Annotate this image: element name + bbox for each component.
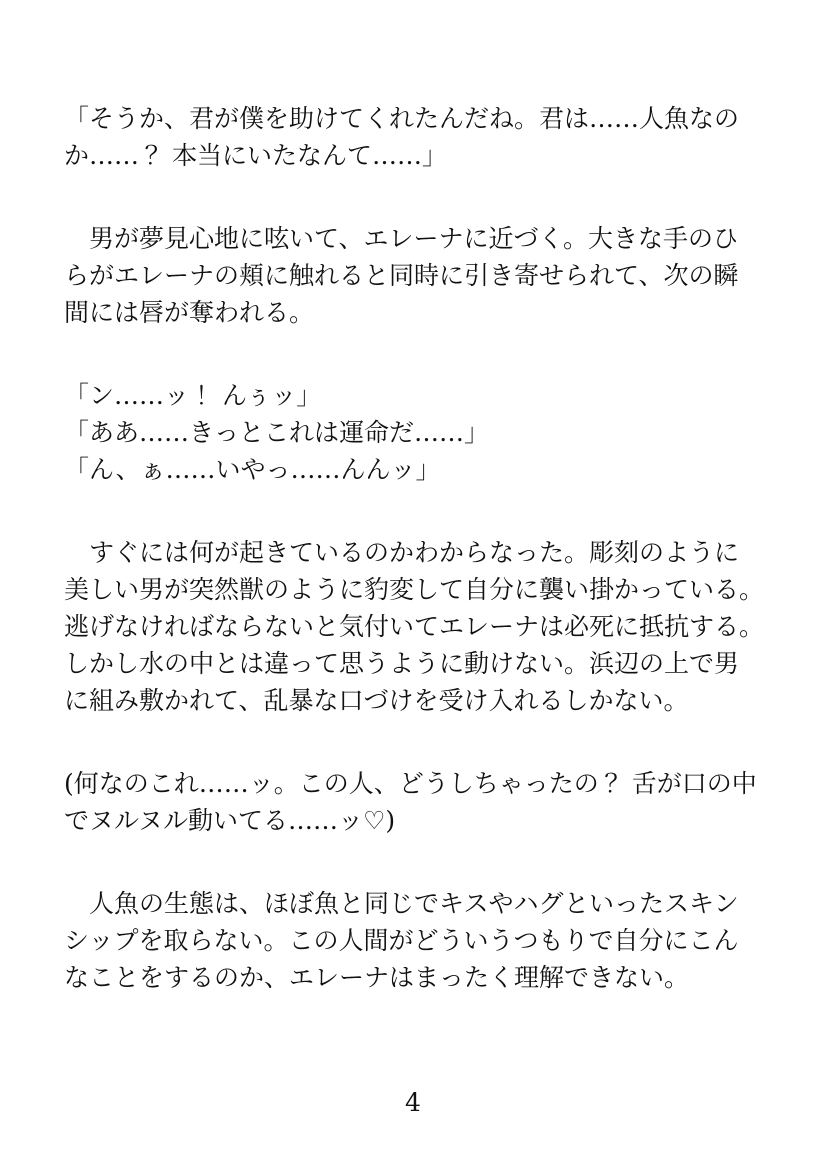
text-line: らがエレーナの頬に触れると同時に引き寄せられて、次の瞬 bbox=[64, 261, 739, 290]
text-line: 間には唇が奪われる。 bbox=[64, 298, 315, 327]
text-line: 美しい男が突然獣のように豹変して自分に襲い掛かっている。 bbox=[64, 575, 765, 604]
text-line: シップを取らない。この人間がどういうつもりで自分にこん bbox=[64, 926, 739, 955]
text-line: しかし水の中とは違って思うように動けない。浜辺の上で男 bbox=[64, 649, 740, 678]
text-line: なことをするのか、エレーナはまったく理解できない。 bbox=[64, 963, 690, 992]
page-footer bbox=[0, 1084, 826, 1121]
text-line: 「ああ……きっとこれは運命だ……」 bbox=[64, 418, 490, 447]
page-text bbox=[64, 100, 778, 996]
text-line: に組み敷かれて、乱暴な口づけを受け入れるしかない。 bbox=[64, 686, 689, 715]
paragraph-dialogue-2 bbox=[64, 377, 778, 488]
text-line: 「ん、ぁ……いやっ……んんッ」 bbox=[64, 455, 441, 484]
text-line: 男が夢見心地に呟いて、エレーナに近づく。大きな手のひ bbox=[64, 224, 739, 253]
text-line: (何なのこれ……ッ。この人、どうしちゃったの？ 舌が口の中 bbox=[64, 769, 757, 798]
paragraph-narration-1 bbox=[64, 220, 778, 331]
text-line: か……？ 本当にいたなんて……」 bbox=[64, 141, 447, 170]
text-line: でヌルヌル動いてる……ッ♡) bbox=[64, 806, 396, 835]
paragraph-dialogue-1 bbox=[64, 100, 778, 174]
paragraph-narration-2 bbox=[64, 534, 778, 719]
paragraph-inner-thought bbox=[64, 765, 778, 839]
text-line: 人魚の生態は、ほぼ魚と同じでキスやハグといったスキン bbox=[64, 889, 739, 918]
text-line: 「ン……ッ！ んぅッ」 bbox=[64, 381, 322, 410]
page-number: 4 bbox=[405, 1088, 421, 1117]
text-line: 逃げなければならないと気付いてエレーナは必死に抵抗する。 bbox=[64, 612, 765, 641]
text-line: 「そうか、君が僕を助けてくれたんだね。君は……人魚なの bbox=[64, 104, 740, 133]
text-line: すぐには何が起きているのかわからなった。彫刻のように bbox=[64, 538, 740, 567]
paragraph-narration-3 bbox=[64, 885, 778, 996]
